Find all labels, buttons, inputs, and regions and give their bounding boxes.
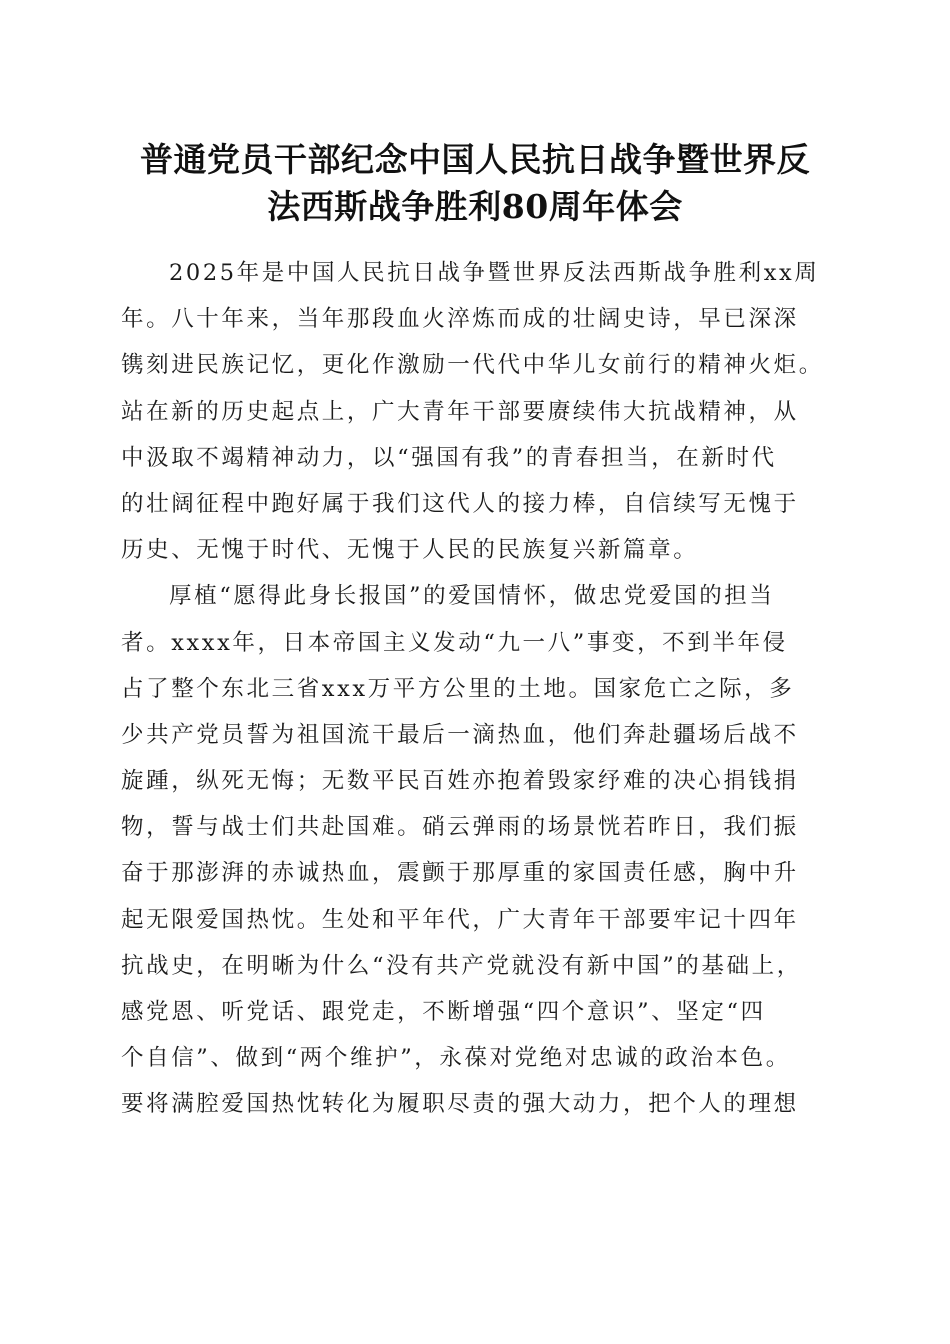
paragraph-line: 镌刻进民族记忆，更化作激励一代代中华儿女前行的精神火炬。 <box>121 352 824 379</box>
paragraph-line: 个自信”、做到“两个维护”，永葆对党绝对忠诚的政治本色。 <box>121 1045 791 1072</box>
document-body <box>121 250 833 1128</box>
paragraph-line: 要将满腔爱国热忱转化为履职尽责的强大动力，把个人的理想 <box>121 1091 799 1118</box>
paragraph-line: 奋于那澎湃的赤诚热血，震颤于那厚重的家国责任感，胸中升 <box>121 860 799 887</box>
page-title <box>90 136 860 230</box>
paragraph-line: 感党恩、听党话、跟党走，不断增强“四个意识”、坚定“四 <box>121 999 766 1025</box>
title-line-1: 普通党员干部纪念中国人民抗日战争暨世界反 <box>140 140 810 179</box>
paragraph-line: 的壮阔征程中跑好属于我们这代人的接力棒，自信续写无愧于 <box>121 490 799 517</box>
paragraph-line: 年。八十年来，当年那段血火淬炼而成的壮阔史诗，早已深深 <box>121 306 799 333</box>
paragraph-line: 站在新的历史起点上，广大青年干部要赓续伟大抗战精神，从 <box>121 398 799 425</box>
paragraph-line: 者。xxxx年，日本帝国主义发动“九一八”事变，不到半年侵 <box>121 629 788 656</box>
paragraph-line: 中汲取不竭精神动力，以“强国有我”的青春担当，在新时代 <box>121 444 777 471</box>
paragraph-line: 厚植“愿得此身长报国”的爱国情怀，做忠党爱国的担当 <box>169 583 775 610</box>
paragraph-1 <box>121 250 833 573</box>
paragraph-line: 起无限爱国热忱。生处和平年代，广大青年干部要牢记十四年 <box>121 906 799 933</box>
title-line-2: 法西斯战争胜利80周年体会 <box>267 187 683 226</box>
paragraph-line: 旋踵，纵死无悔；无数平民百姓亦抱着毁家纾难的决心捐钱捐 <box>121 768 799 795</box>
paragraph-line: 占了整个东北三省xxx万平方公里的土地。国家危亡之际，多 <box>121 675 795 702</box>
paragraph-line: 物，誓与战士们共赴国难。硝云弹雨的场景恍若昨日，我们振 <box>121 814 799 841</box>
paragraph-2 <box>121 573 833 1127</box>
paragraph-line: 少共产党员誓为祖国流干最后一滴热血，他们奔赴疆场后战不 <box>121 721 799 748</box>
paragraph-line: 2025年是中国人民抗日战争暨世界反法西斯战争胜利xx周 <box>169 260 820 286</box>
paragraph-line: 历史、无愧于时代、无愧于人民的民族复兴新篇章。 <box>121 537 699 564</box>
paragraph-line: 抗战史，在明晰为什么“没有共产党就没有新中国”的基础上， <box>121 952 802 979</box>
